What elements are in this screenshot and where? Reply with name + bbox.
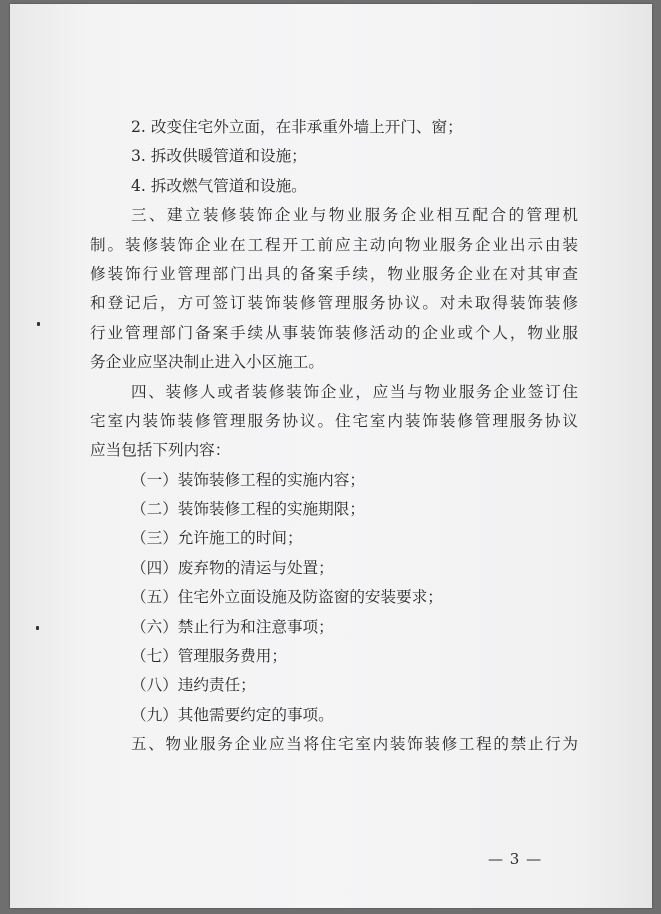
list-item: （四）废弃物的清运与处置；	[131, 558, 334, 577]
paragraph-line: 三、建立装修装饰企业与物业服务企业相互配合的管理机	[131, 206, 578, 225]
paragraph-line: 应当包括下列内容：	[90, 441, 231, 460]
paragraph-line: 行业管理部门备案手续从事装饰装修活动的企业或个人，物业服	[90, 323, 578, 342]
paragraph-line: 制。装修装饰企业在工程开工前应主动向物业服务企业出示由装	[90, 235, 578, 254]
paragraph-line: 和登记后，方可签订装饰装修管理服务协议。对未取得装饰装修	[90, 294, 578, 313]
list-item: （八）违约责任；	[131, 676, 256, 695]
list-item: （三）允许施工的时间；	[131, 529, 303, 548]
paragraph-line: 务企业应坚决制止进入小区施工。	[90, 353, 324, 372]
list-item: 4. 拆改燃气管道和设施。	[131, 176, 307, 195]
list-item: （九）其他需要约定的事项。	[131, 705, 334, 724]
binding-mark	[37, 322, 40, 326]
list-item: （七）管理服务费用；	[131, 647, 287, 666]
list-item: （二）装饰装修工程的实施期限；	[131, 500, 365, 519]
document-body	[90, 113, 578, 760]
binding-mark	[36, 626, 39, 630]
document-page	[10, 4, 652, 908]
list-item: （五）住宅外立面设施及防盗窗的安装要求；	[131, 588, 443, 607]
paragraph-line: 修装饰行业管理部门出具的备案手续，物业服务企业在对其审查	[90, 264, 578, 283]
list-item: （一）装饰装修工程的实施内容；	[131, 470, 365, 489]
paragraph-line: 五、物业服务企业应当将住宅室内装饰装修工程的禁止行为	[131, 735, 578, 754]
list-item: 3. 拆改供暖管道和设施；	[131, 147, 307, 166]
page-number: — 3 —	[488, 850, 543, 868]
paragraph-line: 宅室内装饰装修管理服务协议。住宅室内装饰装修管理服务协议	[90, 411, 578, 430]
paragraph-line: 四、装修人或者装修装饰企业，应当与物业服务企业签订住	[131, 382, 578, 401]
list-item: （六）禁止行为和注意事项；	[131, 617, 334, 636]
list-item: 2. 改变住宅外立面，在非承重外墙上开门、窗；	[131, 118, 463, 136]
